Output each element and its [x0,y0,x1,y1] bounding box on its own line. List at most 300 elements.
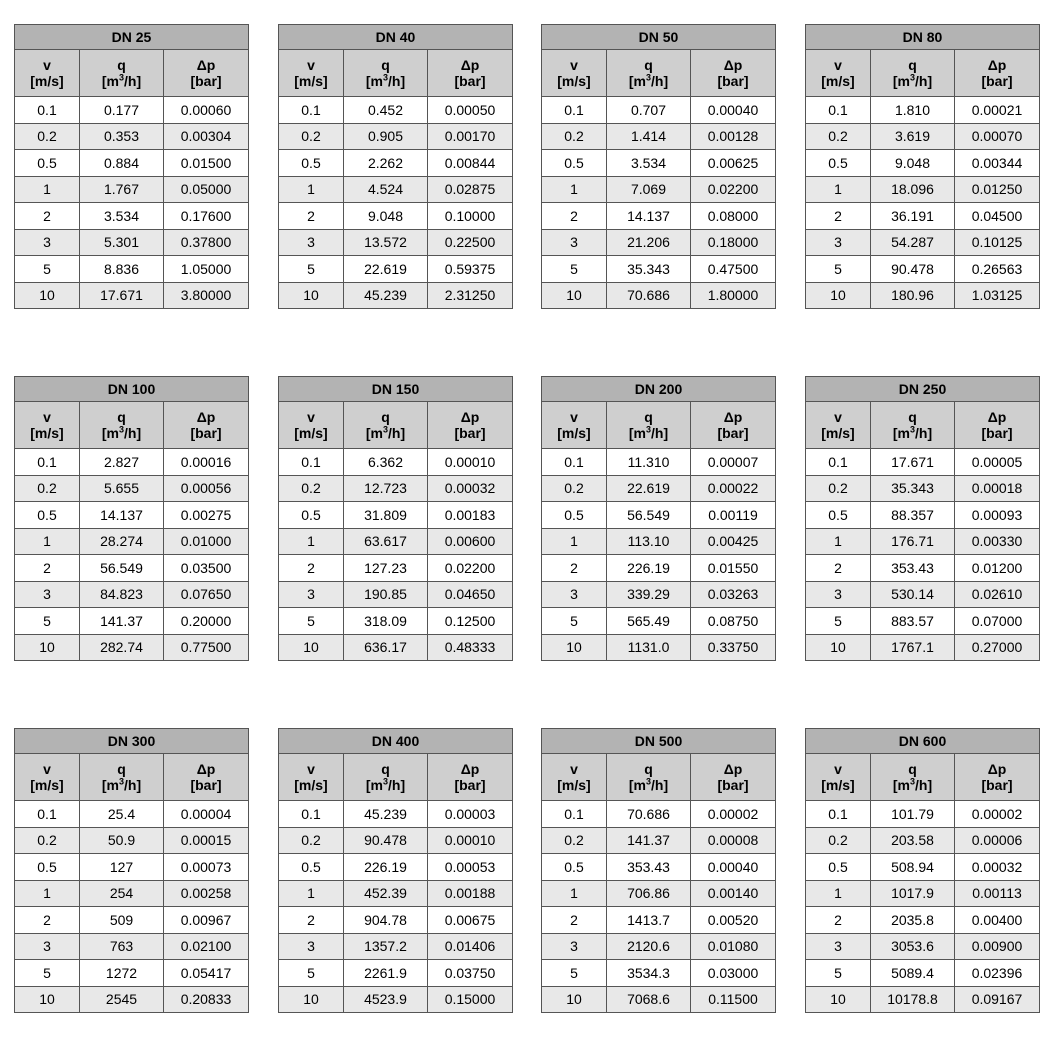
cell-velocity: 3 [542,933,607,960]
column-header-flow [607,50,691,97]
cell-velocity: 0.2 [15,475,80,502]
table-row [279,229,513,256]
cell-pressure-drop: 0.59375 [428,256,513,283]
cell-velocity: 0.1 [806,97,871,124]
cell-velocity: 0.1 [15,97,80,124]
cell-flow: 226.19 [344,854,428,881]
column-header-flow [871,50,955,97]
dn-table [14,728,249,1013]
cell-flow: 9.048 [871,150,955,177]
column-header-pressure-drop [164,50,249,97]
cell-flow: 1767.1 [871,634,955,661]
cell-flow: 3053.6 [871,933,955,960]
table-row [542,475,776,502]
cell-flow: 353.43 [871,555,955,582]
cell-pressure-drop: 0.00275 [164,502,249,529]
dn-table [278,376,513,661]
cell-flow: 636.17 [344,634,428,661]
header-unit: $[m^3/h]$ [365,424,406,441]
cell-flow: 1.414 [607,123,691,150]
cell-pressure-drop: 0.27000 [955,634,1040,661]
cell-flow: 254 [80,880,164,907]
cell-velocity: 2 [806,907,871,934]
header-symbol: Δp [723,761,743,777]
cell-velocity: 0.5 [806,502,871,529]
column-header-pressure-drop [955,402,1040,449]
cell-velocity: 2 [542,555,607,582]
header-unit-exponent: 3 [383,424,389,435]
table-row [15,502,249,529]
cell-pressure-drop: 0.04500 [955,203,1040,230]
header-symbol: q [117,57,126,73]
cell-flow: 509 [80,907,164,934]
header-unit: [m/s] [821,777,855,793]
cell-flow: 5089.4 [871,960,955,987]
column-header-flow [344,402,428,449]
cell-velocity: 0.2 [279,475,344,502]
cell-velocity: 1 [542,880,607,907]
cell-pressure-drop: 3.80000 [164,282,249,309]
cell-velocity: 1 [279,880,344,907]
cell-flow: 1413.7 [607,907,691,934]
table-title: DN 25 [15,25,249,50]
cell-velocity: 0.1 [542,449,607,476]
cell-pressure-drop: 0.18000 [691,229,776,256]
cell-velocity: 0.5 [542,854,607,881]
header-symbol: v [307,761,315,777]
cell-flow: 1357.2 [344,933,428,960]
cell-velocity: 0.5 [15,502,80,529]
dn-table [805,728,1040,1013]
cell-pressure-drop: 0.00073 [164,854,249,881]
column-header-pressure-drop [428,402,513,449]
cell-pressure-drop: 0.00053 [428,854,513,881]
header-unit: $[m^3/h]$ [365,776,406,793]
cell-velocity: 3 [15,581,80,608]
cell-velocity: 2 [279,555,344,582]
cell-velocity: 10 [279,634,344,661]
table-row [15,827,249,854]
cell-velocity: 3 [806,581,871,608]
cell-flow: 0.905 [344,123,428,150]
cell-flow: 12.723 [344,475,428,502]
cell-flow: 17.671 [80,282,164,309]
cell-pressure-drop: 1.80000 [691,282,776,309]
cell-flow: 176.71 [871,528,955,555]
cell-pressure-drop: 0.15000 [428,986,513,1013]
cell-velocity: 5 [15,960,80,987]
cell-velocity: 5 [542,256,607,283]
header-symbol: v [834,409,842,425]
table-row [806,123,1040,150]
cell-velocity: 2 [279,203,344,230]
cell-flow: 90.478 [344,827,428,854]
cell-pressure-drop: 0.02100 [164,933,249,960]
cell-velocity: 3 [542,229,607,256]
header-symbol: v [570,57,578,73]
cell-flow: 3.534 [80,203,164,230]
cell-pressure-drop: 0.00007 [691,449,776,476]
column-header-velocity [806,402,871,449]
header-unit-exponent: 3 [119,72,125,83]
cell-pressure-drop: 0.00018 [955,475,1040,502]
cell-pressure-drop: 0.01406 [428,933,513,960]
header-unit: [bar] [981,425,1013,441]
cell-flow: 28.274 [80,528,164,555]
table-row [806,282,1040,309]
cell-flow: 56.549 [80,555,164,582]
header-unit-exponent: 3 [119,424,125,435]
column-header-flow [607,402,691,449]
cell-flow: 282.74 [80,634,164,661]
table-row [542,528,776,555]
table-row [15,528,249,555]
header-unit: [bar] [190,777,222,793]
dn-table [541,24,776,309]
header-unit: $[m^3/h]$ [628,72,669,89]
column-header-velocity [15,50,80,97]
cell-pressure-drop: 2.31250 [428,282,513,309]
column-header-pressure-drop [691,50,776,97]
table-row [279,176,513,203]
header-symbol: q [381,409,390,425]
cell-flow: 4.524 [344,176,428,203]
cell-velocity: 0.1 [542,801,607,828]
cell-velocity: 2 [806,555,871,582]
cell-flow: 90.478 [871,256,955,283]
cell-flow: 5.655 [80,475,164,502]
column-header-flow [344,50,428,97]
cell-flow: 45.239 [344,801,428,828]
header-unit-exponent: 3 [646,72,652,83]
cell-flow: 3.619 [871,123,955,150]
cell-pressure-drop: 0.00344 [955,150,1040,177]
cell-pressure-drop: 0.00016 [164,449,249,476]
table-row [15,960,249,987]
cell-flow: 1017.9 [871,880,955,907]
table-row [806,555,1040,582]
table-row [15,176,249,203]
table-title: DN 300 [15,729,249,754]
cell-flow: 565.49 [607,608,691,635]
cell-pressure-drop: 0.00004 [164,801,249,828]
cell-flow: 54.287 [871,229,955,256]
header-unit: [m/s] [30,777,64,793]
cell-pressure-drop: 0.00900 [955,933,1040,960]
cell-pressure-drop: 0.77500 [164,634,249,661]
cell-velocity: 3 [279,229,344,256]
cell-velocity: 0.1 [542,97,607,124]
table-row [15,986,249,1013]
table-row [279,960,513,987]
table-row [15,801,249,828]
cell-velocity: 1 [542,528,607,555]
table-row [542,229,776,256]
column-header-pressure-drop [955,754,1040,801]
table-row [542,256,776,283]
cell-velocity: 1 [542,176,607,203]
header-unit: [bar] [454,777,486,793]
header-unit: [bar] [190,73,222,89]
column-header-flow [344,754,428,801]
table-row [542,827,776,854]
table-row [15,854,249,881]
table-row [542,634,776,661]
cell-pressure-drop: 0.00119 [691,502,776,529]
table-row [542,502,776,529]
cell-pressure-drop: 0.00015 [164,827,249,854]
cell-pressure-drop: 0.48333 [428,634,513,661]
column-header-pressure-drop [428,754,513,801]
table-row [806,449,1040,476]
table-row [806,203,1040,230]
header-unit: $[m^3/h]$ [101,776,142,793]
cell-flow: 226.19 [607,555,691,582]
cell-pressure-drop: 0.20000 [164,608,249,635]
table-row [542,854,776,881]
cell-flow: 35.343 [871,475,955,502]
cell-pressure-drop: 0.01550 [691,555,776,582]
cell-velocity: 0.1 [279,97,344,124]
cell-velocity: 3 [279,581,344,608]
cell-flow: 1272 [80,960,164,987]
column-header-flow [607,754,691,801]
cell-velocity: 3 [806,229,871,256]
cell-pressure-drop: 0.00844 [428,150,513,177]
cell-pressure-drop: 0.20833 [164,986,249,1013]
cell-velocity: 0.5 [542,150,607,177]
cell-flow: 7.069 [607,176,691,203]
cell-velocity: 10 [15,282,80,309]
cell-velocity: 0.2 [279,827,344,854]
table-row [279,282,513,309]
header-unit: $[m^3/h]$ [628,424,669,441]
header-symbol: v [307,57,315,73]
cell-flow: 127.23 [344,555,428,582]
cell-flow: 14.137 [80,502,164,529]
cell-velocity: 10 [542,634,607,661]
cell-velocity: 0.5 [542,502,607,529]
table-title: DN 500 [542,729,776,754]
cell-velocity: 2 [279,907,344,934]
cell-flow: 1.810 [871,97,955,124]
table-row [15,282,249,309]
table-row [806,581,1040,608]
header-unit: [m/s] [294,73,328,89]
cell-pressure-drop: 0.33750 [691,634,776,661]
cell-velocity: 5 [15,608,80,635]
table-row [279,256,513,283]
table-row [806,608,1040,635]
header-unit-exponent: 3 [646,776,652,787]
header-symbol: q [908,409,917,425]
table-row [279,854,513,881]
table-row [15,203,249,230]
cell-flow: 3.534 [607,150,691,177]
table-row [806,176,1040,203]
cell-flow: 14.137 [607,203,691,230]
cell-pressure-drop: 0.05417 [164,960,249,987]
table-row [806,150,1040,177]
cell-flow: 2035.8 [871,907,955,934]
cell-pressure-drop: 0.07650 [164,581,249,608]
table-row [279,907,513,934]
cell-velocity: 5 [279,608,344,635]
header-unit-exponent: 3 [646,424,652,435]
table-row [15,475,249,502]
header-symbol: q [644,761,653,777]
cell-pressure-drop: 0.17600 [164,203,249,230]
header-unit: $[m^3/h]$ [101,424,142,441]
table-row [806,256,1040,283]
header-symbol: Δp [723,57,743,73]
cell-pressure-drop: 0.37800 [164,229,249,256]
cell-velocity: 10 [806,986,871,1013]
dn-table [805,24,1040,309]
dn-table [14,24,249,309]
table-row [279,880,513,907]
cell-velocity: 3 [15,933,80,960]
cell-pressure-drop: 0.00330 [955,528,1040,555]
table-row [279,634,513,661]
table-row [806,986,1040,1013]
cell-flow: 2545 [80,986,164,1013]
column-header-flow [871,402,955,449]
header-symbol: q [117,409,126,425]
table-row [279,449,513,476]
header-unit: [m/s] [821,425,855,441]
header-unit: [bar] [717,73,749,89]
cell-pressure-drop: 0.04650 [428,581,513,608]
cell-pressure-drop: 0.10125 [955,229,1040,256]
cell-pressure-drop: 0.00022 [691,475,776,502]
table-row [806,801,1040,828]
cell-flow: 2120.6 [607,933,691,960]
cell-pressure-drop: 0.02610 [955,581,1040,608]
header-unit: [bar] [190,425,222,441]
cell-pressure-drop: 0.00625 [691,150,776,177]
cell-pressure-drop: 0.00520 [691,907,776,934]
header-unit: $[m^3/h]$ [892,72,933,89]
cell-pressure-drop: 0.01000 [164,528,249,555]
cell-flow: 11.310 [607,449,691,476]
cell-pressure-drop: 0.00032 [955,854,1040,881]
cell-pressure-drop: 0.00093 [955,502,1040,529]
cell-flow: 1.767 [80,176,164,203]
table-row [806,475,1040,502]
cell-flow: 2.827 [80,449,164,476]
header-unit-exponent: 3 [383,72,389,83]
cell-pressure-drop: 0.00006 [955,827,1040,854]
column-header-velocity [542,754,607,801]
header-symbol: q [117,761,126,777]
cell-flow: 22.619 [607,475,691,502]
cell-pressure-drop: 0.11500 [691,986,776,1013]
cell-flow: 84.823 [80,581,164,608]
table-row [542,449,776,476]
column-header-velocity [279,402,344,449]
cell-flow: 10178.8 [871,986,955,1013]
cell-flow: 25.4 [80,801,164,828]
cell-flow: 50.9 [80,827,164,854]
cell-velocity: 0.5 [15,150,80,177]
header-symbol: q [644,57,653,73]
cell-flow: 353.43 [607,854,691,881]
header-symbol: Δp [987,57,1007,73]
cell-flow: 190.85 [344,581,428,608]
table-row [15,555,249,582]
cell-pressure-drop: 0.03500 [164,555,249,582]
cell-flow: 339.29 [607,581,691,608]
cell-flow: 763 [80,933,164,960]
table-row [15,608,249,635]
cell-pressure-drop: 0.02200 [691,176,776,203]
cell-velocity: 0.5 [279,854,344,881]
cell-pressure-drop: 0.00258 [164,880,249,907]
cell-velocity: 1 [806,528,871,555]
cell-velocity: 0.2 [806,827,871,854]
cell-pressure-drop: 0.10000 [428,203,513,230]
header-unit: $[m^3/h]$ [101,72,142,89]
table-row [15,449,249,476]
column-header-velocity [279,50,344,97]
table-row [542,282,776,309]
cell-flow: 141.37 [607,827,691,854]
table-title: DN 150 [279,377,513,402]
cell-flow: 22.619 [344,256,428,283]
table-title: DN 80 [806,25,1040,50]
cell-pressure-drop: 0.05000 [164,176,249,203]
table-row [542,203,776,230]
cell-velocity: 0.2 [15,827,80,854]
cell-pressure-drop: 0.03750 [428,960,513,987]
dn-table [541,728,776,1013]
cell-pressure-drop: 0.02396 [955,960,1040,987]
cell-flow: 0.452 [344,97,428,124]
cell-pressure-drop: 0.22500 [428,229,513,256]
cell-flow: 5.301 [80,229,164,256]
header-unit: [bar] [454,425,486,441]
cell-pressure-drop: 0.12500 [428,608,513,635]
cell-velocity: 2 [542,907,607,934]
cell-pressure-drop: 0.00304 [164,123,249,150]
cell-velocity: 5 [542,960,607,987]
cell-flow: 70.686 [607,282,691,309]
cell-pressure-drop: 0.00140 [691,880,776,907]
header-unit-exponent: 3 [910,424,916,435]
table-title: DN 40 [279,25,513,50]
cell-flow: 0.884 [80,150,164,177]
cell-flow: 21.206 [607,229,691,256]
table-row [15,229,249,256]
header-unit: [m/s] [294,777,328,793]
cell-flow: 530.14 [871,581,955,608]
header-unit: $[m^3/h]$ [892,424,933,441]
cell-pressure-drop: 0.02200 [428,555,513,582]
column-header-pressure-drop [955,50,1040,97]
header-symbol: Δp [196,761,216,777]
column-header-pressure-drop [691,402,776,449]
table-row [15,256,249,283]
cell-velocity: 2 [15,555,80,582]
table-title: DN 50 [542,25,776,50]
cell-pressure-drop: 0.00183 [428,502,513,529]
cell-flow: 3534.3 [607,960,691,987]
cell-pressure-drop: 0.00188 [428,880,513,907]
table-row [542,97,776,124]
cell-pressure-drop: 0.00128 [691,123,776,150]
cell-pressure-drop: 0.00010 [428,449,513,476]
